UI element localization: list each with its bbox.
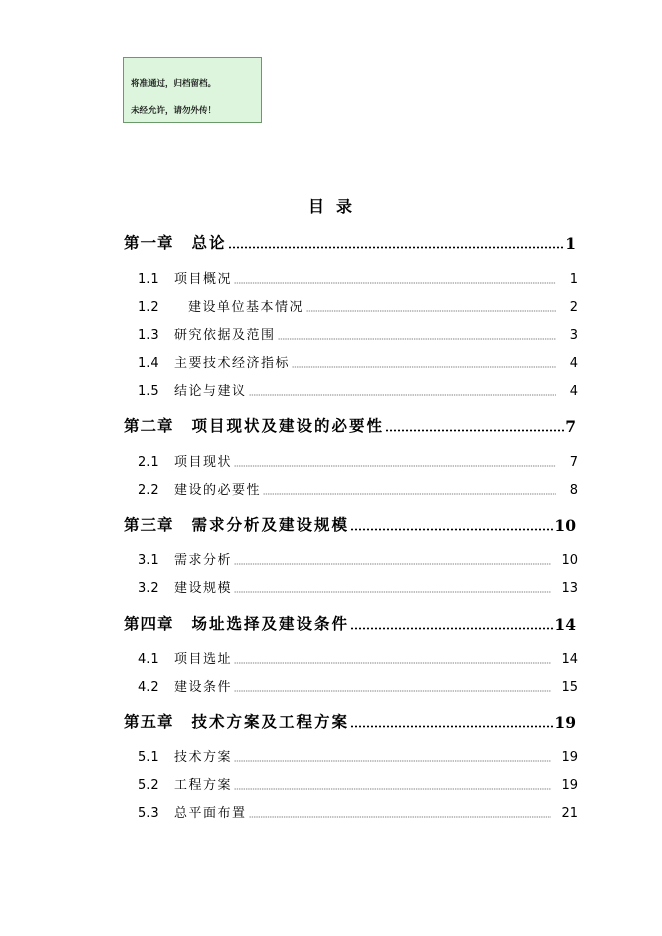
dot-leader xyxy=(350,627,553,630)
section-number: 1.3 xyxy=(138,328,159,343)
section-title: 主要技术经济指标 xyxy=(174,356,291,371)
section-number: 2.1 xyxy=(138,455,159,470)
toc-section-1-5[interactable] xyxy=(138,380,578,399)
toc-section-1-3[interactable] xyxy=(138,324,578,343)
toc-section-4-2[interactable] xyxy=(138,676,578,695)
toc-section-1-4[interactable] xyxy=(138,352,578,371)
section-title: 工程方案 xyxy=(174,778,233,793)
section-page: 15 xyxy=(561,680,578,695)
section-title: 建设条件 xyxy=(174,680,233,695)
section-title: 建设的必要性 xyxy=(174,483,262,498)
chapter-page: 10 xyxy=(554,516,576,535)
dot-leader xyxy=(306,310,556,312)
dot-leader xyxy=(234,690,551,692)
toc-section-1-2[interactable] xyxy=(138,296,578,315)
dot-leader xyxy=(228,246,565,249)
chapter-number: 第四章 xyxy=(124,614,174,633)
chapter-title: 需求分析及建设规模 xyxy=(191,515,350,534)
dot-leader xyxy=(278,338,556,340)
chapter-title: 技术方案及工程方案 xyxy=(191,712,350,731)
section-number: 3.2 xyxy=(138,581,159,596)
dot-leader xyxy=(249,816,552,818)
section-number: 5.1 xyxy=(138,750,159,765)
section-page: 7 xyxy=(569,455,578,470)
section-page: 3 xyxy=(569,328,578,343)
section-number: 1.5 xyxy=(138,384,159,399)
section-number: 5.3 xyxy=(138,806,159,821)
section-page: 1 xyxy=(569,272,578,287)
section-title: 建设单位基本情况 xyxy=(188,300,305,315)
section-title: 项目选址 xyxy=(174,652,233,667)
dot-leader xyxy=(234,563,551,565)
dot-leader xyxy=(249,394,556,396)
dot-leader xyxy=(385,429,564,432)
section-title: 项目概况 xyxy=(174,272,233,287)
section-page: 10 xyxy=(561,553,578,568)
chapter-title: 场址选择及建设条件 xyxy=(191,614,350,633)
dot-leader xyxy=(234,760,551,762)
dot-leader xyxy=(234,465,556,467)
dot-leader xyxy=(292,366,556,368)
toc-section-5-2[interactable] xyxy=(138,774,578,793)
notice-line-2: 未经允许，请勿外传！ xyxy=(131,106,217,116)
section-title: 建设规模 xyxy=(174,581,233,596)
section-page: 4 xyxy=(569,356,578,371)
chapter-page: 19 xyxy=(554,713,576,732)
section-number: 1.1 xyxy=(138,272,159,287)
chapter-number: 第五章 xyxy=(124,712,174,731)
section-title: 需求分析 xyxy=(174,553,233,568)
section-number: 4.2 xyxy=(138,680,159,695)
toc-section-3-1[interactable] xyxy=(138,549,578,568)
chapter-page: 1 xyxy=(565,234,576,253)
section-page: 2 xyxy=(569,300,578,315)
section-number: 5.2 xyxy=(138,778,159,793)
notice-line-1: 将准通过，归档留档。 xyxy=(131,79,217,89)
section-page: 8 xyxy=(569,483,578,498)
toc-section-1-1[interactable] xyxy=(138,268,578,287)
dot-leader xyxy=(234,662,551,664)
section-page: 19 xyxy=(561,750,578,765)
chapter-number: 第二章 xyxy=(124,416,174,435)
toc-chapter-2[interactable] xyxy=(124,414,576,436)
dot-leader xyxy=(263,493,556,495)
chapter-number: 第三章 xyxy=(124,515,174,534)
section-page: 4 xyxy=(569,384,578,399)
chapter-title: 总论 xyxy=(191,233,227,252)
chapter-number: 第一章 xyxy=(124,233,174,252)
toc-section-2-1[interactable] xyxy=(138,451,578,470)
section-number: 1.2 xyxy=(138,300,159,315)
chapter-page: 7 xyxy=(565,417,576,436)
dot-leader xyxy=(234,788,551,790)
toc-section-5-1[interactable] xyxy=(138,746,578,765)
section-title: 总平面布置 xyxy=(174,806,247,821)
section-page: 21 xyxy=(561,806,578,821)
section-title: 技术方案 xyxy=(174,750,233,765)
toc-chapter-4[interactable] xyxy=(124,612,576,634)
dot-leader xyxy=(350,528,553,531)
dot-leader xyxy=(234,591,551,593)
section-number: 3.1 xyxy=(138,553,159,568)
toc-section-5-3[interactable] xyxy=(138,802,578,821)
section-number: 4.1 xyxy=(138,652,159,667)
section-page: 19 xyxy=(561,778,578,793)
toc-chapter-5[interactable] xyxy=(124,710,576,732)
toc-section-2-2[interactable] xyxy=(138,479,578,498)
section-page: 14 xyxy=(561,652,578,667)
section-title: 研究依据及范围 xyxy=(174,328,276,343)
chapter-page: 14 xyxy=(554,615,576,634)
dot-leader xyxy=(350,725,553,728)
section-title: 项目现状 xyxy=(174,455,233,470)
toc-chapter-1[interactable] xyxy=(124,231,576,253)
notice-stamp xyxy=(123,57,262,123)
section-number: 2.2 xyxy=(138,483,159,498)
toc-section-4-1[interactable] xyxy=(138,648,578,667)
toc-section-3-2[interactable] xyxy=(138,577,578,596)
toc-title: 目录 xyxy=(307,197,364,216)
section-page: 13 xyxy=(561,581,578,596)
section-title: 结论与建议 xyxy=(174,384,247,399)
toc-chapter-3[interactable] xyxy=(124,513,576,535)
dot-leader xyxy=(234,282,556,284)
section-number: 1.4 xyxy=(138,356,159,371)
chapter-title: 项目现状及建设的必要性 xyxy=(191,416,385,435)
